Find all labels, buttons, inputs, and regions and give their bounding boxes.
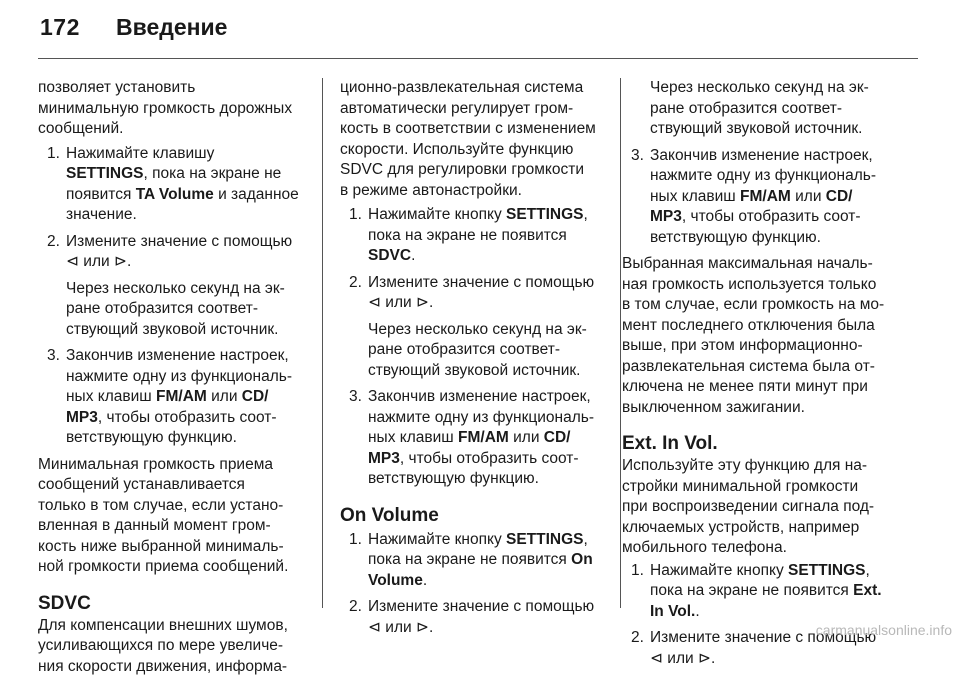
text-line: мент последнего отключения была (622, 316, 904, 337)
step-line: ных клавиш FM/AM или CD/ (368, 428, 612, 449)
list-item (340, 273, 612, 382)
step-line: Volume. (368, 571, 612, 592)
step-line: ветствующую функцию. (650, 228, 904, 249)
bold-term: MP3 (368, 450, 400, 467)
heading-on-volume: On Volume (340, 504, 612, 528)
list-item-number: 1. (349, 530, 362, 551)
step-line: пока на экране не появится Ext. (650, 581, 904, 602)
text-line: позволяет установить (38, 78, 310, 99)
list-item (622, 561, 904, 623)
bold-term: FM/AM (740, 188, 791, 205)
text-line: мобильного телефона. (622, 538, 904, 559)
bold-term: SDVC (368, 247, 411, 264)
list-item (340, 530, 612, 592)
page-number: 172 (40, 14, 80, 41)
step-line: Закончив изменение настроек, (368, 387, 612, 408)
column-divider (620, 78, 621, 608)
list-item-number: 2. (47, 232, 60, 253)
step-line: Закончив изменение настроек, (650, 146, 904, 167)
step-line: MP3, чтобы отобразить соот- (650, 207, 904, 228)
text-line: развлекательная система была от- (622, 357, 904, 378)
text-line: ране отобразится соответ- (650, 99, 904, 120)
text-line: выключенном зажигании. (622, 398, 904, 419)
header-rule (38, 58, 918, 59)
bold-term: MP3 (650, 208, 682, 225)
list-item (38, 346, 310, 449)
page-title: Введение (116, 14, 227, 41)
step-line: ных клавиш FM/AM или CD/ (650, 187, 904, 208)
step-line: MP3, чтобы отобразить соот- (368, 449, 612, 470)
col1-para2 (38, 455, 310, 578)
text-line: ране отобразится соответ- (66, 299, 310, 320)
bold-term: TA Volume (136, 186, 214, 203)
bold-term: CD/ (242, 388, 269, 405)
step-line: In Vol.. (650, 602, 904, 623)
list-item (340, 387, 612, 490)
bold-term: Ext. (853, 582, 881, 599)
text-line: Через несколько секунд на эк- (66, 279, 310, 300)
text-line: стройки минимальной громкости (622, 477, 904, 498)
bold-term: SETTINGS (66, 165, 144, 182)
step-line: Нажимайте клавишу (66, 144, 310, 165)
text-line: Для компенсации внешних шумов, (38, 616, 310, 637)
text-line: усиливающихся по мере увеличе- (38, 636, 310, 657)
col2-steps (340, 205, 612, 490)
list-item-number: 1. (47, 144, 60, 165)
bold-term: Volume (368, 572, 423, 589)
col3-steps (622, 146, 904, 249)
text-line: SDVC для регулировки громкости (340, 160, 612, 181)
text-line: минимальную громкость дорожных (38, 99, 310, 120)
list-item (622, 146, 904, 249)
text-line: при воспроизведении сигнала под- (622, 497, 904, 518)
col3-para (622, 254, 904, 418)
step-line: нажмите одну из функциональ- (66, 367, 310, 388)
text-line: ране отобразится соответ- (368, 340, 612, 361)
col2-onvol-steps (340, 530, 612, 639)
text-line: вленная в данный момент гром- (38, 516, 310, 537)
step-line: MP3, чтобы отобразить соот- (66, 408, 310, 429)
col3-ext-steps (622, 561, 904, 670)
heading-ext-in-vol: Ext. In Vol. (622, 432, 904, 456)
list-item (340, 205, 612, 267)
text-line: ная громкость используется только (622, 275, 904, 296)
list-item-number: 3. (47, 346, 60, 367)
step-line: значение. (66, 205, 310, 226)
step-line: ветствующую функцию. (368, 469, 612, 490)
bold-term: On (571, 551, 593, 568)
text-line: Через несколько секунд на эк- (368, 320, 612, 341)
col3-cont-step (622, 78, 904, 140)
step-line: Измените значение с помощью (368, 273, 612, 294)
bold-term: CD/ (544, 429, 571, 446)
text-line: ствующий звуковой источник. (650, 119, 904, 140)
text-line: Используйте эту функцию для на- (622, 456, 904, 477)
step-line: пока на экране не появится (368, 226, 612, 247)
step-line: SDVC. (368, 246, 612, 267)
bold-term: SETTINGS (506, 206, 584, 223)
text-line: Через несколько секунд на эк- (650, 78, 904, 99)
list-item-number: 3. (349, 387, 362, 408)
column-divider (322, 78, 323, 608)
list-item-number: 3. (631, 146, 644, 167)
step-line: SETTINGS, пока на экране не (66, 164, 310, 185)
step-line: ⊲ или ⊳. (650, 649, 904, 670)
text-line: ствующий звуковой источник. (66, 320, 310, 341)
step-line: пока на экране не появится On (368, 550, 612, 571)
step-line: Нажимайте кнопку SETTINGS, (368, 530, 612, 551)
text-line: ной громкости приема сообщений. (38, 557, 310, 578)
step-line: ⊲ или ⊳. (368, 293, 612, 314)
bold-term: SETTINGS (788, 562, 866, 579)
text-line: ционно-развлекательная система (340, 78, 612, 99)
step-note (368, 320, 612, 382)
list-item-number: 2. (349, 597, 362, 618)
step-line: Нажимайте кнопку SETTINGS, (650, 561, 904, 582)
step-line: Закончив изменение настроек, (66, 346, 310, 367)
bold-term: In Vol. (650, 603, 695, 620)
col2-intro (340, 78, 612, 201)
step-line: Измените значение с помощью (368, 597, 612, 618)
list-item (38, 232, 310, 341)
step-line: Нажимайте кнопку SETTINGS, (368, 205, 612, 226)
step-note (66, 279, 310, 341)
text-line: ключаемых устройств, например (622, 518, 904, 539)
text-line: ния скорости движения, информа- (38, 657, 310, 677)
text-line: в режиме автонастройки. (340, 181, 612, 202)
column-3 (622, 78, 904, 675)
step-line: Измените значение с помощью (650, 628, 904, 649)
step-line: ных клавиш FM/AM или CD/ (66, 387, 310, 408)
text-line: Выбранная максимальная началь- (622, 254, 904, 275)
text-line: ключена не менее пяти минут при (622, 377, 904, 398)
step-line: ⊲ или ⊳. (66, 252, 310, 273)
text-line: Минимальная громкость приема (38, 455, 310, 476)
text-line: ствующий звуковой источник. (368, 361, 612, 382)
text-line: скорости. Используйте функцию (340, 140, 612, 161)
heading-sdvc: SDVC (38, 592, 310, 616)
text-line: только в том случае, если устано- (38, 496, 310, 517)
column-2 (340, 78, 612, 644)
column-1 (38, 78, 310, 677)
bold-term: FM/AM (458, 429, 509, 446)
text-line: сообщений устанавливается (38, 475, 310, 496)
list-item-number: 1. (349, 205, 362, 226)
col3-cont-sub (650, 78, 904, 140)
col1-sdvc-text (38, 616, 310, 677)
step-line: ⊲ или ⊳. (368, 618, 612, 639)
step-line: нажмите одну из функциональ- (650, 166, 904, 187)
list-item-number: 2. (631, 628, 644, 649)
text-line: в том случае, если громкость на мо- (622, 295, 904, 316)
list-item (340, 597, 612, 638)
step-line: нажмите одну из функциональ- (368, 408, 612, 429)
step-line: Измените значение с помощью (66, 232, 310, 253)
col3-ext-text (622, 456, 904, 559)
bold-term: SETTINGS (506, 531, 584, 548)
col1-steps (38, 144, 310, 449)
text-line: кость в соответствии с изменением (340, 119, 612, 140)
list-item (38, 144, 310, 226)
col1-intro (38, 78, 310, 140)
list-item-number: 2. (349, 273, 362, 294)
text-line: автоматически регулирует гром- (340, 99, 612, 120)
step-line: появится TA Volume и заданное (66, 185, 310, 206)
bold-term: CD/ (826, 188, 853, 205)
text-line: сообщений. (38, 119, 310, 140)
list-item-number: 1. (631, 561, 644, 582)
bold-term: FM/AM (156, 388, 207, 405)
text-line: выше, при этом информационно- (622, 336, 904, 357)
watermark: carmanualsonline.info (816, 622, 952, 638)
step-line: ветствующую функцию. (66, 428, 310, 449)
text-line: кость ниже выбранной минималь- (38, 537, 310, 558)
bold-term: MP3 (66, 409, 98, 426)
